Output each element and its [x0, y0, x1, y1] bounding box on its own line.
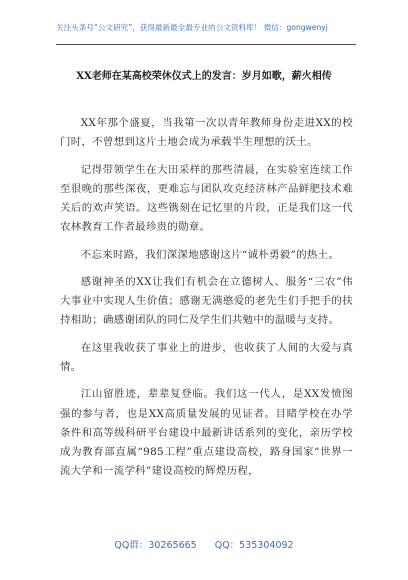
footer-qq-number: QQ：535304092: [214, 540, 294, 551]
header-divider: [56, 44, 356, 45]
document-body: [60, 114, 353, 490]
paragraph: 在这里我收获了事业上的进步，也收获了人间的大爱与真情。: [60, 341, 353, 373]
paragraph: XX年那个盛夏，当我第一次以青年教师身份走进XX的校门时，不曾想到这片土地会成为承载半生理想的沃土。: [60, 117, 353, 149]
paragraph: 不忘来时路，我们深深地感谢这片“诚朴勇毅”的热土。: [80, 248, 340, 261]
paragraph: 感谢神圣的XX让我们有机会在立德树人、服务“三农”伟大事业中实现人生价值；感谢无满憨爱的老先生们手把手的扶持相助；确感谢团队的同仁及学生们共勉中的温暖与支持。: [60, 275, 353, 327]
footer-contact: [0, 537, 408, 551]
paragraph: 江山留胜迹，辈辈复登临。我们这一代人，是XX发愤图强的参与者，也是XX高质量发展的见证者。目睹学校在办学条件和高等级科研平台建设中最新讲话系列的变化，亲历学校成为教育部直属“985工程”重点建设高校，路身国家“世界一流大学和一流学科”建设高校的辉煌历程，: [60, 388, 353, 478]
footer-qq-group: QQ群：30265665: [114, 540, 197, 551]
header-banner: 关注头条号“公文研究”，获得最新最全最专业的公文资料库！ 微信：gongwenyj: [56, 23, 328, 32]
paragraph: 记得带领学生在大田采样的那些清晨，在实验室连续工作至很晚的那些深夜，更难忘与团队攻克经济林产品鲜肥技术难关后的欢声笑语。这些镌刻在记忆里的片段，正是我们这一代农林教育工作者最珍贵的勋章。: [60, 163, 353, 234]
document-title: XX老师在某高校荣休仪式上的发言：岁月如歌，薪火相传: [76, 71, 332, 82]
